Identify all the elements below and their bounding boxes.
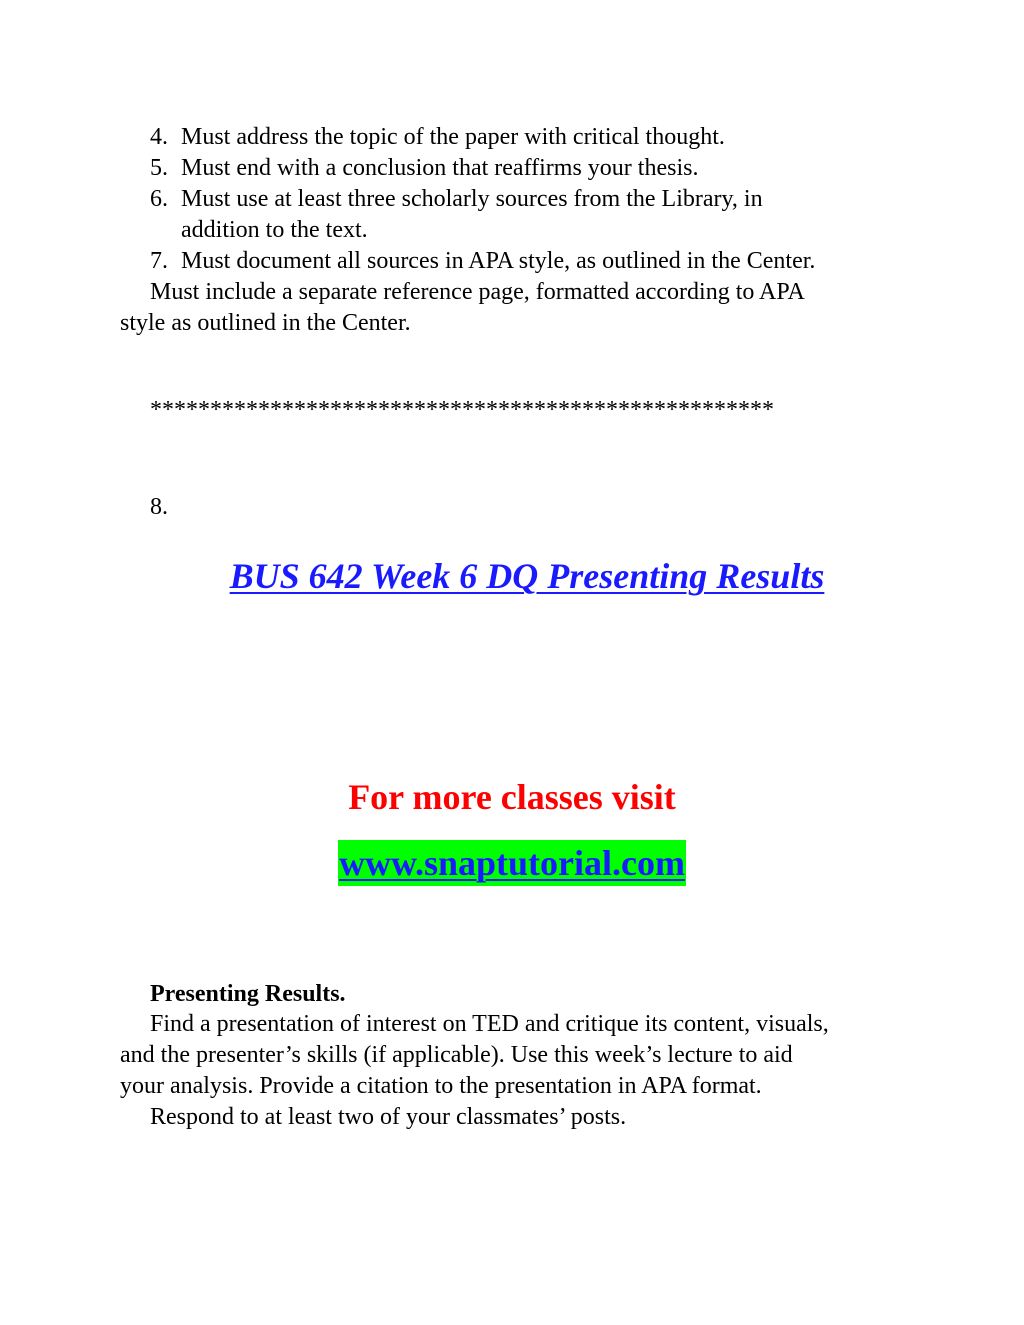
asterisk-separator: **************************************************** xyxy=(150,397,774,423)
assignment-text-line: Find a presentation of interest on TED and critique its content, visuals, xyxy=(150,1011,829,1037)
list-number: 6. xyxy=(150,186,168,212)
list-item-continuation: addition to the text. xyxy=(181,217,368,243)
list-number: 7. xyxy=(150,248,168,274)
more-classes-heading: For more classes visit xyxy=(348,777,676,817)
assignment-heading: Presenting Results. xyxy=(150,981,346,1007)
list-item: Must address the topic of the paper with critical thought. xyxy=(181,124,725,150)
reference-requirement-line: style as outlined in the Center. xyxy=(120,310,411,336)
reference-requirement-line: Must include a separate reference page, formatted according to APA xyxy=(150,279,805,305)
snaptutorial-link[interactable]: www.snaptutorial.com xyxy=(338,840,686,886)
list-number: 4. xyxy=(150,124,168,150)
assignment-text-line: Respond to at least two of your classmates’ posts. xyxy=(150,1104,627,1130)
list-item: Must use at least three scholarly sources from the Library, in xyxy=(181,186,763,212)
assignment-text-line: and the presenter’s skills (if applicable). Use this week’s lecture to aid xyxy=(120,1042,793,1068)
list-number: 5. xyxy=(150,155,168,181)
section-number: 8. xyxy=(150,494,168,520)
list-item: Must end with a conclusion that reaffirms your thesis. xyxy=(181,155,699,181)
assignment-text-line: your analysis. Provide a citation to the presentation in APA format. xyxy=(120,1073,762,1099)
list-item: Must document all sources in APA style, as outlined in the Center. xyxy=(181,248,816,274)
site-link-wrapper xyxy=(0,840,1024,886)
course-title-link[interactable]: BUS 642 Week 6 DQ Presenting Results xyxy=(229,556,825,596)
